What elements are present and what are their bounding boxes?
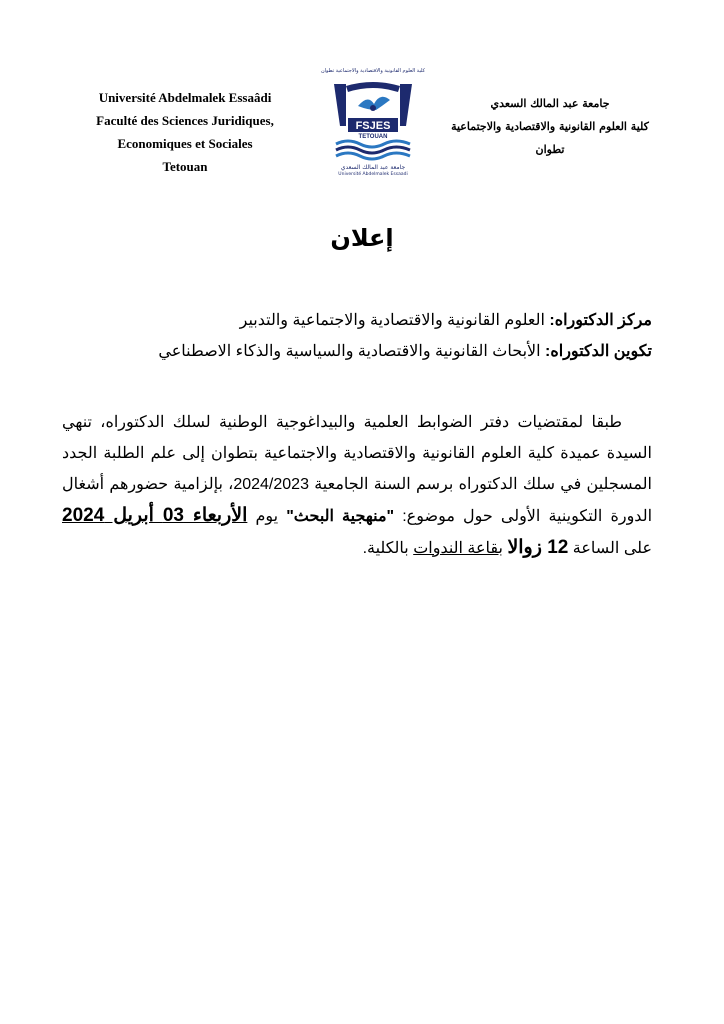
- logo-bottom-text: جامعة عبد المالك السعدي: [340, 164, 406, 171]
- body-line-4-intro: الدورة التكوينية الأولى حول موضوع:: [402, 508, 653, 525]
- doctoral-program-value: الأبحاث القانونية والاقتصادية والسياسية والذكاء الاصطناعي: [158, 343, 541, 360]
- session-time: 12 زوالا: [507, 537, 569, 558]
- faculty-logo: [320, 68, 426, 182]
- logo-acronym: FSJES: [355, 120, 391, 132]
- body-line-5: [62, 532, 652, 564]
- logo-top-text: كلية العلوم القانونية والاقتصادية والاجتماعية تطوان: [320, 68, 426, 74]
- university-name-ar: جامعة عبد المالك السعدي: [490, 97, 610, 110]
- faculty-name-fr-1: Faculté des Sciences Juridiques,: [96, 113, 274, 128]
- header-french-block: [80, 86, 290, 178]
- body-line-4-day-word: يوم: [255, 508, 279, 525]
- body-line-1: طبقا لمقتضيات دفتر الضوابط العلمية والبيداغوجية الوطنية لسلك الدكتوراه، تنهي: [62, 414, 622, 431]
- doctoral-program-label: تكوين الدكتوراه:: [545, 343, 652, 360]
- faculty-name-fr-2: Economiques et Sociales: [117, 136, 253, 151]
- announcement-title: إعلان: [330, 224, 394, 252]
- logo-bottom-subtext: Université Abdelmalek Essaadi: [338, 172, 408, 177]
- body-line-5-intro: على الساعة: [572, 540, 652, 557]
- doctoral-center-label: مركز الدكتوراه:: [549, 312, 652, 329]
- session-topic: "منهجية البحث": [286, 508, 395, 525]
- session-venue: بقاعة الندوات: [413, 540, 503, 557]
- city-fr: Tetouan: [162, 159, 208, 174]
- body-line-3: المسجلين في سلك الدكتوراه برسم السنة الجامعية 2024/2023، بإلزامية حضورهم أشغال: [62, 476, 652, 493]
- faculty-name-ar: كلية العلوم القانونية والاقتصادية والاجتماعية: [451, 120, 649, 133]
- logo-emblem-icon: [328, 80, 418, 164]
- doctoral-program-line: [52, 341, 652, 363]
- logo-city: TETOUAN: [358, 134, 388, 140]
- header-arabic-block: [450, 92, 650, 161]
- doctoral-center-line: [52, 310, 652, 332]
- doctoral-center-value: العلوم القانونية والاقتصادية والاجتماعية والتدبير: [239, 312, 545, 329]
- city-ar: تطوان: [535, 143, 565, 156]
- session-date: الأربعاء 03 أبريل 2024: [62, 505, 248, 526]
- university-name-fr: Université Abdelmalek Essaâdi: [98, 90, 272, 105]
- announcement-body: [62, 407, 652, 564]
- body-line-5-end: بالكلية.: [362, 540, 409, 557]
- body-line-2: السيدة عميدة كلية العلوم القانونية والاقتصادية والاجتماعية بتطوان إلى علم الطلبة الجدد: [62, 445, 652, 462]
- body-line-4: [62, 500, 652, 532]
